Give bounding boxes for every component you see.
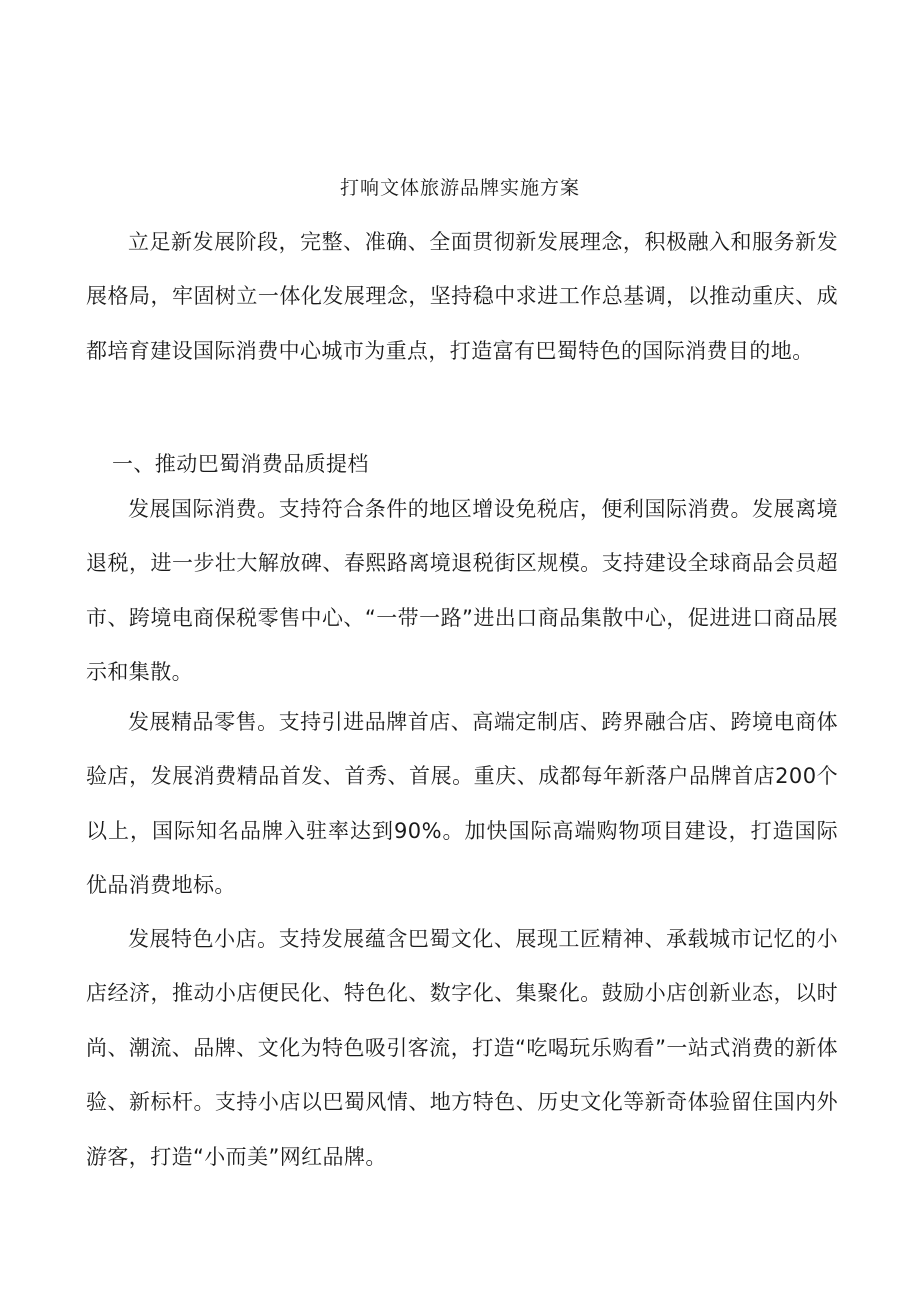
document-title: 打响文体旅游品牌实施方案 <box>339 177 580 199</box>
intro-paragraph: 立足新发展阶段，完整、准确、全面贯彻新发展理念，积极融入和服务新发展格局，牢固树立一体化发展理念，坚持稳中求进工作总基调，以推动重庆、成都培育建设国际消费中心城市为重点，打造富有巴蜀特色的国际消费目的地。 <box>86 230 838 363</box>
paragraph-international-consumption: 发展国际消费。支持符合条件的地区增设免税店，便利国际消费。发展离境退税，进一步壮大解放碑、春熙路离境退税街区规模。支持建设全球商品会员超市、跨境电商保税零售中心、“一带一路”进出口商品集散中心，促进进口商品展示和集散。 <box>86 497 838 685</box>
paragraph-boutique-retail: 发展精品零售。支持引进品牌首店、高端定制店、跨界融合店、跨境电商体验店，发展消费精品首发、首秀、首展。重庆、成都每年新落户品牌首店200个以上，国际知名品牌入驻率达到90%。加快国际高端购物项目建设，打造国际优品消费地标。 <box>86 710 838 898</box>
section-heading: 一、推动巴蜀消费品质提档 <box>112 452 369 476</box>
paragraph-specialty-shops: 发展特色小店。支持发展蕴含巴蜀文化、展现工匠精神、承载城市记忆的小店经济，推动小店便民化、特色化、数字化、集聚化。鼓励小店创新业态，以时尚、潮流、品牌、文化为特色吸引客流，打造“吃喝玩乐购看”一站式消费的新体验、新标杆。支持小店以巴蜀风情、地方特色、历史文化等新奇体验留住国内外游客，打造“小而美”网红品牌。 <box>86 927 838 1169</box>
